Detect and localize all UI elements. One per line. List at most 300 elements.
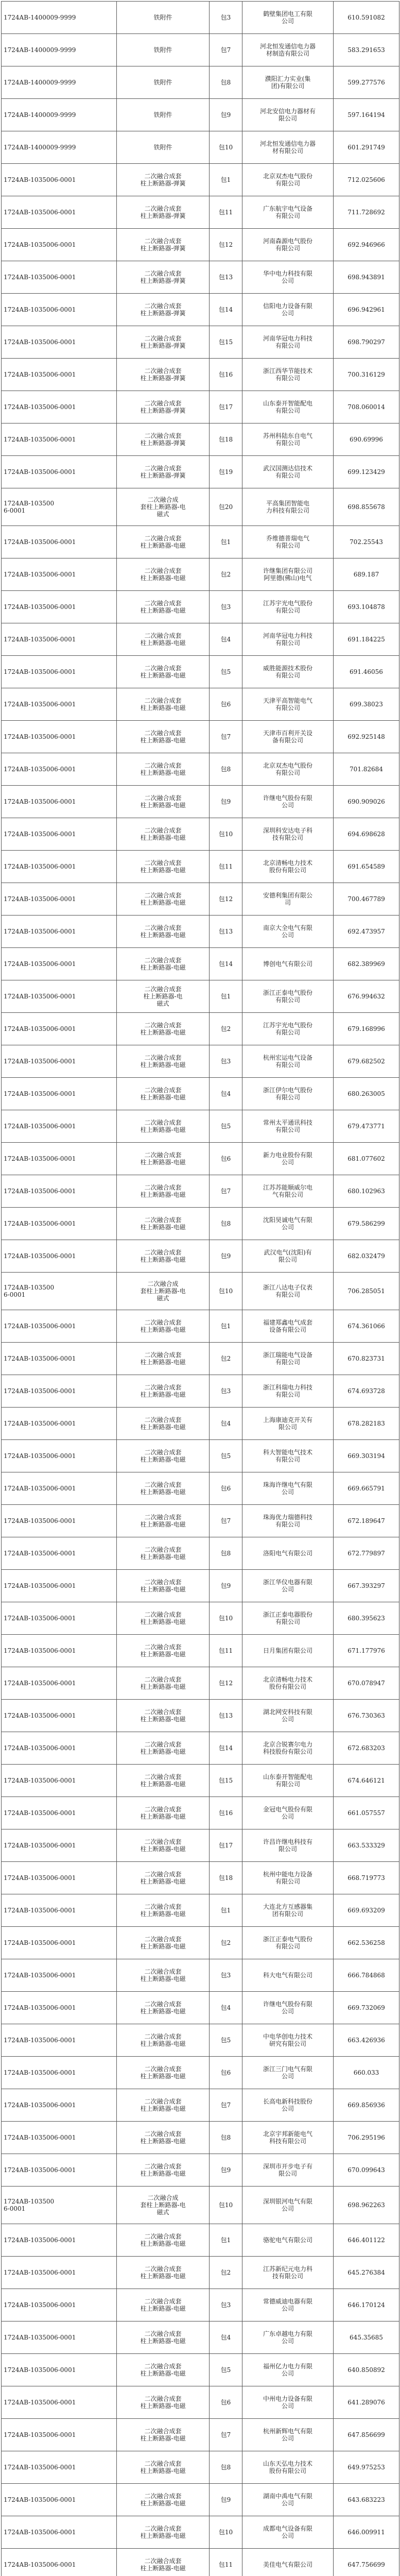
material-name-cell: 二次融合成套 柱上断路器-电磁 bbox=[117, 591, 210, 623]
table-row bbox=[2, 2386, 399, 2419]
winning-bidder-cell: 北京双杰电气股份 有限公司 bbox=[242, 753, 334, 786]
table-row bbox=[2, 1375, 399, 1408]
package-cell: 包6 bbox=[210, 1143, 242, 1175]
winning-bidder-cell: 安德利集团有限公 司 bbox=[242, 883, 334, 916]
material-name-cell: 二次融合成套 柱上断路器-电磁 bbox=[117, 1700, 210, 1732]
winning-bidder-cell: 广东卓越电力有限 公司 bbox=[242, 2321, 334, 2354]
material-name-cell: 二次融合成套 柱上断路器-电磁 bbox=[117, 2089, 210, 2122]
package-cell: 包10 bbox=[210, 2187, 242, 2224]
package-cell: 包3 bbox=[210, 591, 242, 623]
winning-bidder-cell: 珠海许继电气有限 公司 bbox=[242, 1472, 334, 1505]
material-code-cell: 1724AB-1035006-0001 bbox=[2, 1440, 117, 1472]
material-name-cell: 二次融合成套 柱上断路器-电磁 bbox=[117, 2516, 210, 2549]
winning-bidder-cell: 北京合锐赛尔电力 科技股份有限公司 bbox=[242, 1732, 334, 1765]
material-name-cell: 二次融合成套 柱上断路器-电磁 bbox=[117, 1862, 210, 1894]
bid-price-cell: 601.291749 bbox=[334, 131, 399, 164]
table-row bbox=[2, 688, 399, 721]
material-code-cell: 1724AB-1035006-0001 bbox=[2, 1570, 117, 1602]
material-name-cell: 二次融合成 套柱上断路器-电 磁式 bbox=[117, 2187, 210, 2224]
package-cell: 包9 bbox=[210, 2484, 242, 2516]
material-name-cell: 二次融合成套 柱上断路器-电磁 bbox=[117, 1045, 210, 1078]
bid-price-cell: 668.719773 bbox=[334, 1862, 399, 1894]
bid-price-cell: 690.69996 bbox=[334, 423, 399, 456]
bid-price-cell: 672.779897 bbox=[334, 1537, 399, 1570]
package-cell: 包5 bbox=[210, 1110, 242, 1143]
winning-bidder-cell: 苏州科陆东自电气 有限公司 bbox=[242, 423, 334, 456]
winning-bidder-cell: 江苏宇光电气股份 有限公司 bbox=[242, 591, 334, 623]
table-row bbox=[2, 948, 399, 980]
table-row bbox=[2, 786, 399, 818]
material-name-cell: 二次融合成 套柱上断路器-电 磁式 bbox=[117, 1273, 210, 1310]
material-name-cell: 二次融合成套 柱上断路器-电磁 bbox=[117, 2154, 210, 2187]
winning-bidder-cell: 河北恒发通信电力器 材制造有限公司 bbox=[242, 34, 334, 66]
bid-price-cell: 669.732069 bbox=[334, 1992, 399, 2024]
material-name-cell: 二次融合成套 柱上断路器-电磁 bbox=[117, 1959, 210, 1992]
package-cell: 包7 bbox=[210, 721, 242, 753]
material-code-cell: 1724AB-1035006-0001 bbox=[2, 1240, 117, 1273]
material-code-cell: 1724AB-1035006-0001 bbox=[2, 1927, 117, 1959]
material-code-cell: 1724AB-1035006-0001 bbox=[2, 1829, 117, 1862]
table-row bbox=[2, 456, 399, 488]
table-row bbox=[2, 1110, 399, 1143]
table-row bbox=[2, 34, 399, 66]
winning-bidder-cell: 博创电气有限公司 bbox=[242, 948, 334, 980]
winning-bidder-cell: 深圳科安达电子科 技有限公司 bbox=[242, 818, 334, 851]
winning-bidder-cell: 福建郑鑫电气成套 设备有限公司 bbox=[242, 1310, 334, 1343]
table-row bbox=[2, 1013, 399, 1045]
table-row bbox=[2, 1440, 399, 1472]
table-row bbox=[2, 2321, 399, 2354]
bid-price-cell: 700.316129 bbox=[334, 359, 399, 391]
bid-price-cell: 679.168996 bbox=[334, 1013, 399, 1045]
package-cell: 包8 bbox=[210, 66, 242, 99]
bid-price-cell: 670.078947 bbox=[334, 1667, 399, 1700]
table-row bbox=[2, 721, 399, 753]
bid-price-cell: 682.032479 bbox=[334, 1240, 399, 1273]
winning-bidder-cell: 江苏苏能顺威尔电 气有限公司 bbox=[242, 1175, 334, 1208]
table-row bbox=[2, 526, 399, 558]
table-row bbox=[2, 229, 399, 261]
table-row bbox=[2, 1408, 399, 1440]
table-row bbox=[2, 980, 399, 1013]
package-cell: 包3 bbox=[210, 2289, 242, 2321]
table-row bbox=[2, 2549, 399, 2576]
table-row bbox=[2, 1862, 399, 1894]
table-row bbox=[2, 753, 399, 786]
bid-price-cell: 692.946966 bbox=[334, 229, 399, 261]
bid-price-cell: 599.277576 bbox=[334, 66, 399, 99]
package-cell: 包1 bbox=[210, 1310, 242, 1343]
package-cell: 包8 bbox=[210, 1208, 242, 1240]
winning-bidder-cell: 常德威迪电器有限 公司 bbox=[242, 2289, 334, 2321]
winning-bidder-cell: 浙江八达电子仪表 有限公司 bbox=[242, 1273, 334, 1310]
material-name-cell: 二次融合成套 柱上断路器-弹簧 bbox=[117, 294, 210, 326]
material-code-cell: 1724AB-1035006-0001 bbox=[2, 1505, 117, 1537]
winning-bidder-cell: 武汉电气(沈阳)有 限公司 bbox=[242, 1240, 334, 1273]
material-name-cell: 二次融合成套 柱上断路器-电磁 bbox=[117, 948, 210, 980]
material-name-cell: 二次融合成套 柱上断路器-电磁 bbox=[117, 1343, 210, 1375]
winning-bidder-cell: 杭州中能电力设备 有限公司 bbox=[242, 1862, 334, 1894]
winning-bidder-cell: 湖北网安科技有限 公司 bbox=[242, 1700, 334, 1732]
winning-bidder-cell: 许继电气股份有限 公司 bbox=[242, 1992, 334, 2024]
package-cell: 包6 bbox=[210, 2057, 242, 2089]
material-code-cell: 1724AB-1035006-0001 bbox=[2, 1959, 117, 1992]
material-code-cell: 1724AB-1400009-9999 bbox=[2, 66, 117, 99]
package-cell: 包9 bbox=[210, 1570, 242, 1602]
material-name-cell: 二次融合成套 柱上断路器-弹簧 bbox=[117, 456, 210, 488]
package-cell: 包11 bbox=[210, 2549, 242, 2576]
bid-price-cell: 699.123429 bbox=[334, 456, 399, 488]
material-code-cell: 1724AB-1035006-0001 bbox=[2, 1700, 117, 1732]
bid-price-cell: 702.25543 bbox=[334, 526, 399, 558]
package-cell: 包9 bbox=[210, 786, 242, 818]
winning-bidder-cell: 乔维德普瑞电气 有限公司 bbox=[242, 526, 334, 558]
package-cell: 包7 bbox=[210, 34, 242, 66]
bid-price-cell: 672.683203 bbox=[334, 1732, 399, 1765]
package-cell: 包7 bbox=[210, 1175, 242, 1208]
bid-price-cell: 711.728692 bbox=[334, 196, 399, 229]
package-cell: 包7 bbox=[210, 2419, 242, 2451]
bid-price-cell: 682.389969 bbox=[334, 948, 399, 980]
bid-price-cell: 645.276384 bbox=[334, 2257, 399, 2289]
material-name-cell: 二次融合成套 柱上断路器-弹簧 bbox=[117, 423, 210, 456]
package-cell: 包3 bbox=[210, 2, 242, 34]
material-name-cell: 二次融合成套 柱上断路器-电磁 bbox=[117, 2451, 210, 2484]
table-row bbox=[2, 1894, 399, 1927]
package-cell: 包8 bbox=[210, 2122, 242, 2154]
bid-price-cell: 693.104878 bbox=[334, 591, 399, 623]
material-name-cell: 二次融合成套 柱上断路器-电磁 bbox=[117, 2057, 210, 2089]
material-name-cell: 铁附件 bbox=[117, 2, 210, 34]
bid-price-cell: 698.962263 bbox=[334, 2187, 399, 2224]
material-name-cell: 二次融合成套 柱上断路器-电磁 bbox=[117, 1110, 210, 1143]
bid-price-cell: 660.033 bbox=[334, 2057, 399, 2089]
winning-bidder-cell: 科大电气有限公司 bbox=[242, 1959, 334, 1992]
material-code-cell: 1724AB-1035006-0001 bbox=[2, 2057, 117, 2089]
bid-price-cell: 646.009911 bbox=[334, 2516, 399, 2549]
material-code-cell: 1724AB-1035006-0001 bbox=[2, 916, 117, 948]
material-name-cell: 二次融合成套 柱上断路器-电磁 bbox=[117, 1667, 210, 1700]
table-row bbox=[2, 2024, 399, 2057]
bid-price-cell: 645.35685 bbox=[334, 2321, 399, 2354]
material-code-cell: 1724AB-1035006-0001 bbox=[2, 1992, 117, 2024]
table-row bbox=[2, 1240, 399, 1273]
material-name-cell: 二次融合成套 柱上断路器-电磁 bbox=[117, 1992, 210, 2024]
package-cell: 包14 bbox=[210, 1732, 242, 1765]
package-cell: 包14 bbox=[210, 948, 242, 980]
winning-bidder-cell: 河南华冠电力科技 有限公司 bbox=[242, 623, 334, 656]
winning-bidder-cell: 平高集团智能电 力科技有限公司 bbox=[242, 488, 334, 526]
material-code-cell: 1724AB-1035006-0001 bbox=[2, 2089, 117, 2122]
bid-price-cell: 669.856936 bbox=[334, 2089, 399, 2122]
table-row bbox=[2, 1829, 399, 1862]
winning-bidder-cell: 金冠电气股份有限 公司 bbox=[242, 1797, 334, 1829]
winning-bidder-cell: 美佳电气有限公司 bbox=[242, 2549, 334, 2576]
package-cell: 包2 bbox=[210, 1013, 242, 1045]
winning-bidder-cell: 许继电气股份有限 公司 bbox=[242, 786, 334, 818]
material-code-cell: 1724AB-1035006-0001 bbox=[2, 1765, 117, 1797]
table-row bbox=[2, 1175, 399, 1208]
table-row bbox=[2, 1927, 399, 1959]
material-name-cell: 二次融合成套 柱上断路器-电磁 bbox=[117, 786, 210, 818]
winning-bidder-cell: 山东天弘电力技术 股份有限公司 bbox=[242, 2451, 334, 2484]
package-cell: 包15 bbox=[210, 326, 242, 359]
bid-price-cell: 701.82684 bbox=[334, 753, 399, 786]
winning-bidder-cell: 北京宇邦新能电气 科技有限公司 bbox=[242, 2122, 334, 2154]
package-cell: 包3 bbox=[210, 1959, 242, 1992]
material-name-cell: 二次融合成套 柱上断路器-电磁 bbox=[117, 2386, 210, 2419]
material-code-cell: 1724AB-1035006-0001 bbox=[2, 1310, 117, 1343]
package-cell: 包2 bbox=[210, 1927, 242, 1959]
package-cell: 包17 bbox=[210, 1829, 242, 1862]
material-code-cell: 1724AB-1035006-0001 bbox=[2, 2386, 117, 2419]
bid-price-cell: 641.289076 bbox=[334, 2386, 399, 2419]
winning-bidder-cell: 杭州新辉电气有限 公司 bbox=[242, 2419, 334, 2451]
package-cell: 包7 bbox=[210, 2089, 242, 2122]
material-code-cell: 1724AB-1035006-0001 bbox=[2, 1045, 117, 1078]
package-cell: 包6 bbox=[210, 1472, 242, 1505]
material-name-cell: 二次融合成套 柱上断路器-电磁 bbox=[117, 2484, 210, 2516]
winning-bidder-cell: 深圳银河电气有限 公司 bbox=[242, 2187, 334, 2224]
package-cell: 包5 bbox=[210, 656, 242, 688]
table-row bbox=[2, 2289, 399, 2321]
package-cell: 包10 bbox=[210, 2516, 242, 2549]
table-row bbox=[2, 1797, 399, 1829]
winning-bidder-cell: 北京清畅电力技术 股份有限公司 bbox=[242, 851, 334, 883]
material-name-cell: 二次融合成套 柱上断路器-电磁 bbox=[117, 656, 210, 688]
material-code-cell: 1724AB-1035006-0001 bbox=[2, 1175, 117, 1208]
material-code-cell: 1724AB-1400009-9999 bbox=[2, 2, 117, 34]
package-cell: 包2 bbox=[210, 558, 242, 591]
winning-bidder-cell: 浙江伊尔电气股份 有限公司 bbox=[242, 1078, 334, 1110]
winning-bidder-cell: 华中电力科技有限 公司 bbox=[242, 261, 334, 294]
winning-bidder-cell: 浙江正泰电气股份 有限公司 bbox=[242, 1927, 334, 1959]
table-row bbox=[2, 2354, 399, 2386]
material-name-cell: 二次融合成套 柱上断路器-电磁 bbox=[117, 1797, 210, 1829]
material-code-cell: 1724AB-1035006-0001 bbox=[2, 1862, 117, 1894]
bid-price-cell: 680.102963 bbox=[334, 1175, 399, 1208]
material-code-cell: 1724AB-1035006-0001 bbox=[2, 1537, 117, 1570]
table-row bbox=[2, 1667, 399, 1700]
winning-bidder-cell: 浙江科瑞电力科技 有限公司 bbox=[242, 1375, 334, 1408]
winning-bidder-cell: 河北恒发通信电力器 材有限公司 bbox=[242, 131, 334, 164]
winning-bidder-cell: 科大智能电气技术 有限公司 bbox=[242, 1440, 334, 1472]
material-code-cell: 1724AB-1035006-0001 bbox=[2, 786, 117, 818]
winning-bidder-cell: 骆驼电气有限公司 bbox=[242, 2224, 334, 2257]
table-row bbox=[2, 1310, 399, 1343]
bid-price-cell: 670.099643 bbox=[334, 2154, 399, 2187]
bid-price-cell: 689.187 bbox=[334, 558, 399, 591]
winning-bidder-cell: 鹤壁集团电工有限 公司 bbox=[242, 2, 334, 34]
table-row bbox=[2, 423, 399, 456]
material-code-cell: 1724AB-1035006-0001 bbox=[2, 980, 117, 1013]
material-name-cell: 二次融合成套 柱上断路器-电磁 bbox=[117, 2321, 210, 2354]
bid-price-cell: 679.586299 bbox=[334, 1208, 399, 1240]
winning-bidder-cell: 江苏新纪元电力科 技有限公司 bbox=[242, 2257, 334, 2289]
table-row bbox=[2, 1635, 399, 1667]
winning-bidder-cell: 许昌许继电科技有 限公司 bbox=[242, 1829, 334, 1862]
material-code-cell: 1724AB-103500 6-0001 bbox=[2, 2187, 117, 2224]
winning-bidder-cell: 河北安信电力器材有 限公司 bbox=[242, 99, 334, 131]
bid-price-cell: 674.646121 bbox=[334, 1765, 399, 1797]
table-row bbox=[2, 2516, 399, 2549]
material-name-cell: 二次融合成套 柱上断路器-电磁 bbox=[117, 1765, 210, 1797]
bid-price-cell: 679.473771 bbox=[334, 1110, 399, 1143]
winning-bidder-cell: 浙江华仪电器有限 公司 bbox=[242, 1570, 334, 1602]
material-name-cell: 二次融合成套 柱上断路器-电磁 bbox=[117, 526, 210, 558]
table-row bbox=[2, 99, 399, 131]
table-row bbox=[2, 591, 399, 623]
package-cell: 包9 bbox=[210, 1240, 242, 1273]
material-name-cell: 二次融合成套 柱上断路器-电磁 bbox=[117, 1537, 210, 1570]
material-name-cell: 二次融合成套 柱上断路器-电磁 bbox=[117, 1635, 210, 1667]
material-code-cell: 1724AB-1035006-0001 bbox=[2, 1732, 117, 1765]
material-code-cell: 1724AB-1035006-0001 bbox=[2, 2419, 117, 2451]
bid-price-cell: 671.177976 bbox=[334, 1635, 399, 1667]
bid-price-cell: 712.025606 bbox=[334, 164, 399, 196]
bid-price-cell: 694.698628 bbox=[334, 818, 399, 851]
material-code-cell: 1724AB-1035006-0001 bbox=[2, 688, 117, 721]
table-row bbox=[2, 1343, 399, 1375]
table-row bbox=[2, 2089, 399, 2122]
material-code-cell: 1724AB-1035006-0001 bbox=[2, 164, 117, 196]
package-cell: 包4 bbox=[210, 2321, 242, 2354]
material-name-cell: 二次融合成套 柱上断路器-电磁 bbox=[117, 1078, 210, 1110]
table-row bbox=[2, 623, 399, 656]
table-row bbox=[2, 294, 399, 326]
package-cell: 包1 bbox=[210, 2224, 242, 2257]
package-cell: 包11 bbox=[210, 1635, 242, 1667]
table-row bbox=[2, 1472, 399, 1505]
table-row bbox=[2, 1765, 399, 1797]
bid-price-cell: 691.46056 bbox=[334, 656, 399, 688]
package-cell: 包2 bbox=[210, 1343, 242, 1375]
material-name-cell: 二次融合成套 柱上断路器-电磁 bbox=[117, 1408, 210, 1440]
table-row bbox=[2, 1537, 399, 1570]
material-code-cell: 1724AB-1400009-9999 bbox=[2, 34, 117, 66]
package-cell: 包4 bbox=[210, 1408, 242, 1440]
bid-price-cell: 678.282183 bbox=[334, 1408, 399, 1440]
bid-price-cell: 691.654589 bbox=[334, 851, 399, 883]
material-name-cell: 二次融合成套 柱上断路器-电磁 bbox=[117, 1440, 210, 1472]
material-code-cell: 1724AB-1035006-0001 bbox=[2, 948, 117, 980]
package-cell: 包7 bbox=[210, 1505, 242, 1537]
bid-price-cell: 670.823731 bbox=[334, 1343, 399, 1375]
winning-bidder-cell: 深圳市开步电子有 限公司 bbox=[242, 2154, 334, 2187]
bid-price-cell: 699.38023 bbox=[334, 688, 399, 721]
winning-bidder-cell: 广东航宇电气设备 有限公司 bbox=[242, 196, 334, 229]
material-name-cell: 铁附件 bbox=[117, 66, 210, 99]
material-name-cell: 二次融合成套 柱上断路器-电磁 bbox=[117, 1310, 210, 1343]
table-row bbox=[2, 261, 399, 294]
material-name-cell: 二次融合成套 柱上断路器-弹簧 bbox=[117, 261, 210, 294]
material-name-cell: 二次融合成套 柱上断路器-电磁 bbox=[117, 1472, 210, 1505]
table-row bbox=[2, 916, 399, 948]
material-code-cell: 1724AB-1035006-0001 bbox=[2, 656, 117, 688]
material-code-cell: 1724AB-1035006-0001 bbox=[2, 1208, 117, 1240]
winning-bidder-cell: 杭州宏运电气设备 有限公司 bbox=[242, 1045, 334, 1078]
table-row bbox=[2, 66, 399, 99]
package-cell: 包3 bbox=[210, 1045, 242, 1078]
material-name-cell: 二次融合成套 柱上断路器-电磁 bbox=[117, 721, 210, 753]
table-row bbox=[2, 488, 399, 526]
winning-bidder-cell: 河南华冠电力科技 有限公司 bbox=[242, 326, 334, 359]
material-code-cell: 1724AB-1035006-0001 bbox=[2, 753, 117, 786]
material-code-cell: 1724AB-1035006-0001 bbox=[2, 2354, 117, 2386]
bid-price-cell: 706.295196 bbox=[334, 2122, 399, 2154]
material-name-cell: 二次融合成套 柱上断路器-电磁 bbox=[117, 1732, 210, 1765]
material-code-cell: 1724AB-1035006-0001 bbox=[2, 2549, 117, 2576]
winning-bidder-cell: 常州太平通讯科技 有限公司 bbox=[242, 1110, 334, 1143]
package-cell: 包6 bbox=[210, 688, 242, 721]
material-code-cell: 1724AB-1035006-0001 bbox=[2, 2224, 117, 2257]
material-name-cell: 二次融合成套 柱上断路器-弹簧 bbox=[117, 164, 210, 196]
winning-bidder-cell: 山东泰开智能配电 有限公司 bbox=[242, 391, 334, 423]
material-name-cell: 二次融合成套 柱上断路器-电磁 bbox=[117, 2024, 210, 2057]
bid-price-cell: 583.291653 bbox=[334, 34, 399, 66]
package-cell: 包18 bbox=[210, 1862, 242, 1894]
package-cell: 包10 bbox=[210, 131, 242, 164]
package-cell: 包5 bbox=[210, 2354, 242, 2386]
material-code-cell: 1724AB-1035006-0001 bbox=[2, 818, 117, 851]
package-cell: 包4 bbox=[210, 1078, 242, 1110]
material-code-cell: 1724AB-1035006-0001 bbox=[2, 2516, 117, 2549]
winning-bidder-cell: 信阳电力设备有限 公司 bbox=[242, 294, 334, 326]
material-code-cell: 1724AB-1035006-0001 bbox=[2, 1408, 117, 1440]
winning-bidder-cell: 沈阳昊诚电气有限 公司 bbox=[242, 1208, 334, 1240]
material-code-cell: 1724AB-1035006-0001 bbox=[2, 1894, 117, 1927]
material-code-cell: 1724AB-1035006-0001 bbox=[2, 1667, 117, 1700]
bid-price-cell: 649.975253 bbox=[334, 2451, 399, 2484]
material-code-cell: 1724AB-1035006-0001 bbox=[2, 294, 117, 326]
material-code-cell: 1724AB-1035006-0001 bbox=[2, 623, 117, 656]
material-code-cell: 1724AB-1035006-0001 bbox=[2, 229, 117, 261]
material-name-cell: 二次融合成套 柱上断路器-电磁 bbox=[117, 558, 210, 591]
material-name-cell: 二次融合成套 柱上断路器-弹簧 bbox=[117, 229, 210, 261]
material-name-cell: 二次融合成套 柱上断路器-电磁 bbox=[117, 818, 210, 851]
bid-price-cell: 692.925148 bbox=[334, 721, 399, 753]
package-cell: 包6 bbox=[210, 2386, 242, 2419]
winning-bidder-cell: 天津平高智能电气 有限公司 bbox=[242, 688, 334, 721]
bid-price-cell: 662.536258 bbox=[334, 1927, 399, 1959]
material-name-cell: 二次融合成套 柱上断路器-电磁 bbox=[117, 2419, 210, 2451]
material-name-cell: 二次融合成套 柱上断路器-弹簧 bbox=[117, 326, 210, 359]
package-cell: 包2 bbox=[210, 2257, 242, 2289]
material-name-cell: 二次融合成套 柱上断路器-电磁 bbox=[117, 1829, 210, 1862]
bid-price-cell: 646.170124 bbox=[334, 2289, 399, 2321]
material-name-cell: 二次融合成套 柱上断路器-电磁 bbox=[117, 1894, 210, 1927]
package-cell: 包12 bbox=[210, 1667, 242, 1700]
material-code-cell: 1724AB-1035006-0001 bbox=[2, 1375, 117, 1408]
material-name-cell: 二次融合成套 柱上断路器-电磁 bbox=[117, 2257, 210, 2289]
table-row bbox=[2, 1273, 399, 1310]
material-name-cell: 铁附件 bbox=[117, 99, 210, 131]
table-row bbox=[2, 391, 399, 423]
material-name-cell: 二次融合成套 柱上断路器-电磁 bbox=[117, 883, 210, 916]
winning-bidder-cell: 江苏宇光电气股份 有限公司 bbox=[242, 1013, 334, 1045]
material-name-cell: 二次融合成套 柱上断路器-电磁 bbox=[117, 1143, 210, 1175]
package-cell: 包10 bbox=[210, 1273, 242, 1310]
material-name-cell: 二次融合成套 柱上断路器-弹簧 bbox=[117, 359, 210, 391]
winning-bidder-cell: 北京清畅电力技术 股份有限公司 bbox=[242, 1667, 334, 1700]
table-row bbox=[2, 1505, 399, 1537]
package-cell: 包1 bbox=[210, 980, 242, 1013]
table-row bbox=[2, 1208, 399, 1240]
material-name-cell: 二次融合成套 柱上断路器-电磁 bbox=[117, 623, 210, 656]
table-row bbox=[2, 1570, 399, 1602]
package-cell: 包15 bbox=[210, 1765, 242, 1797]
bid-price-cell: 700.467789 bbox=[334, 883, 399, 916]
